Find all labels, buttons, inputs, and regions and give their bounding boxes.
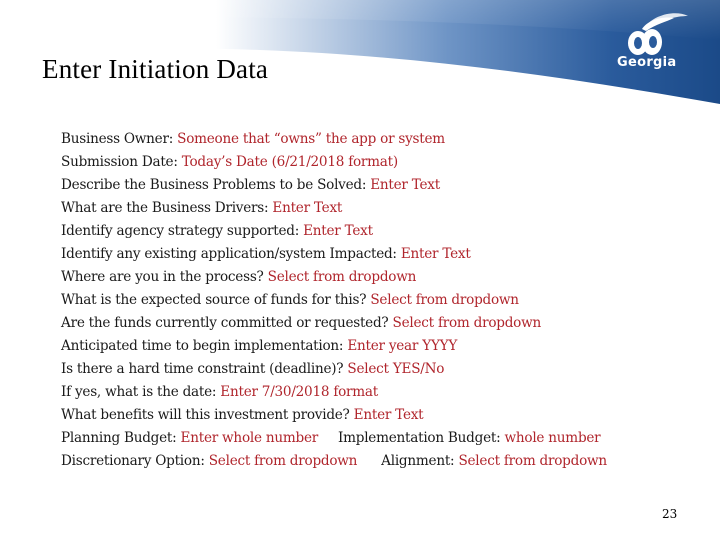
field-label: Business Owner:: [61, 131, 178, 147]
field-label: Planning Budget:: [61, 430, 181, 446]
field-value-input[interactable]: Someone that “owns” the app or system: [177, 131, 445, 147]
field-investment-benefits: [61, 404, 701, 427]
field-value-input[interactable]: Today’s Date (6/21/2018 format): [181, 154, 398, 170]
field-process-stage: [61, 266, 701, 289]
field-agency-strategy: [61, 220, 701, 243]
field-impacted-system: [61, 243, 701, 266]
page-number: 23: [662, 507, 678, 521]
field-label: Anticipated time to begin implementation:: [61, 338, 348, 354]
field-submission-date: [61, 151, 701, 174]
field-label: Implementation Budget:: [338, 430, 505, 446]
field-value-input[interactable]: Enter Text: [272, 200, 343, 216]
field-label: If yes, what is the date:: [61, 384, 221, 400]
field-implementation-start: [61, 335, 701, 358]
field-funds-committed: [61, 312, 701, 335]
field-value-input[interactable]: Enter Text: [303, 223, 373, 239]
field-business-drivers: [61, 197, 701, 220]
field-label: Is there a hard time constraint (deadline)?: [61, 361, 348, 377]
field-option-pair: [61, 450, 701, 473]
field-label: Where are you in the process?: [61, 269, 268, 285]
implementation-budget-input[interactable]: whole number: [504, 430, 601, 446]
field-funds-source: [61, 289, 701, 312]
field-deadline-constraint: [61, 358, 701, 381]
field-value-dropdown[interactable]: Select from dropdown: [392, 315, 541, 331]
field-value-input[interactable]: Enter Text: [400, 246, 471, 262]
field-value-dropdown[interactable]: Select YES/No: [347, 361, 445, 377]
field-label: Discretionary Option:: [61, 453, 209, 469]
field-label: Identify any existing application/system Impacted:: [61, 246, 401, 262]
field-label: Submission Date:: [61, 154, 182, 170]
field-label: What benefits will this investment provide?: [61, 407, 354, 423]
field-value-input[interactable]: Enter Text: [370, 177, 440, 193]
field-label: Alignment:: [381, 453, 459, 469]
field-label: What is the expected source of funds for this?: [61, 292, 371, 308]
field-deadline-date: [61, 381, 701, 404]
discretionary-option-dropdown[interactable]: Select from dropdown: [208, 453, 358, 469]
alignment-dropdown[interactable]: Select from dropdown: [458, 453, 607, 469]
field-budget-pair: [61, 427, 701, 450]
field-value-input[interactable]: Enter Text: [353, 407, 424, 423]
field-business-problems: [61, 174, 701, 197]
field-business-owner: [61, 128, 701, 151]
field-value-input[interactable]: Enter 7/30/2018 format: [220, 384, 378, 400]
field-label: Are the funds currently committed or requested?: [61, 315, 393, 331]
planning-budget-input[interactable]: Enter whole number: [180, 430, 318, 446]
page-title: Enter Initiation Data: [42, 54, 269, 84]
field-value-dropdown[interactable]: Select from dropdown: [267, 269, 417, 285]
field-label: What are the Business Drivers:: [61, 200, 273, 216]
field-label: Identify agency strategy supported:: [61, 223, 304, 239]
field-value-input[interactable]: Enter year YYYY: [347, 338, 458, 354]
field-value-dropdown[interactable]: Select from dropdown: [370, 292, 519, 308]
initiation-form: [61, 128, 701, 473]
logo-text: Georgia: [617, 55, 677, 70]
field-label: Describe the Business Problems to be Solved:: [61, 177, 371, 193]
